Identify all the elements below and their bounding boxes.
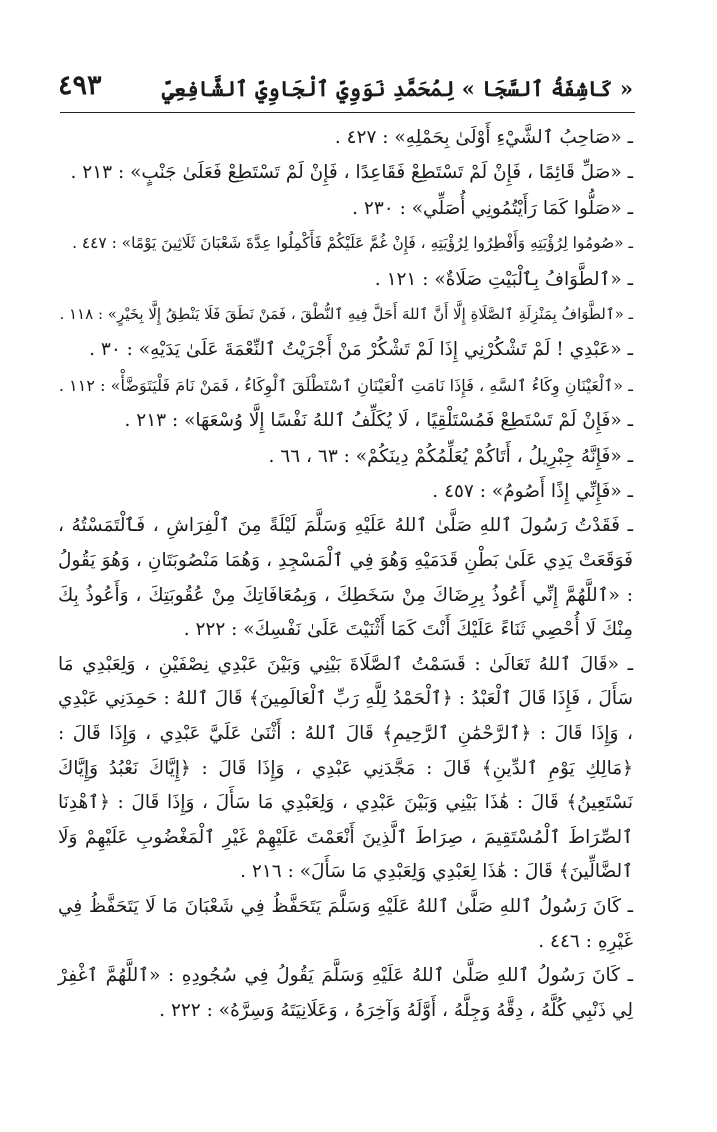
page-header — [58, 70, 633, 110]
index-entry: ـ «صَلُّوا كَمَا رَأَيْتُمُونِي أُصَلِّي» : ٢٣٠ . — [352, 197, 633, 219]
index-entry-long: ـ كَانَ رَسُولُ ٱللهِ صَلَّىٰ ٱللهُ عَلَيْهِ وَسَلَّمَ يَقُولُ فِي سُجُودِهِ : «ٱللَّهُمَّ ٱغْفِرْ لِي ذَنْبِي كُلَّهُ ، دِقَّهُ وَجِلَّهُ ، أَوَّلَهُ وَآخِرَهُ ، وَعَلَانِيَتَهُ وَسِرَّهُ» : ٢٢٢ . — [58, 965, 633, 1021]
index-entry: ـ «ٱلطَّوَافُ بِمَنْزِلَةِ ٱلصَّلَاةِ إِلَّا أَنَّ ٱللهَ أَحَلَّ فِيهِ ٱلنُّطْقَ ، فَمَنْ نَطَقَ فَلَا يَنْطِقُ إِلَّا بِخَيْرٍ» : ١١٨ . — [59, 305, 633, 324]
index-entry-long: ـ «قَالَ ٱللهُ تَعَالَىٰ : قَسَمْتُ ٱلصَّلَاةَ بَيْنِي وَبَيْنَ عَبْدِي نِصْفَيْنِ ، وَلِعَبْدِي مَا سَأَلَ ، فَإِذَا قَالَ ٱلْعَبْدُ : ﴿ٱلْحَمْدُ لِلَّهِ رَبِّ ٱلْعَالَمِينَ﴾ قَالَ ٱللهُ : حَمِدَنِي عَبْدِي ، وَإِذَا قَالَ : ﴿ٱلرَّحْمَٰنِ ٱلرَّحِيمِ﴾ قَالَ ٱللهُ : أَثْنَىٰ عَلَيَّ عَبْدِي ، وَإِذَا قَالَ : ﴿مَالِكِ يَوْمِ ٱلدِّينِ﴾ قَالَ : مَجَّدَنِي عَبْدِي ، وَإِذَا قَالَ : ﴿إِيَّاكَ نَعْبُدُ وَإِيَّاكَ نَسْتَعِينُ﴾ قَالَ : هَٰذَا بَيْنِي وَبَيْنَ عَبْدِي ، وَلِعَبْدِي مَا سَأَلَ ، وَإِذَا قَالَ : ﴿ٱهْدِنَا ٱلصِّرَاطَ ٱلْمُسْتَقِيمَ ، صِرَاطَ ٱلَّذِينَ أَنْعَمْتَ عَلَيْهِمْ غَيْرِ ٱلْمَغْضُوبِ عَلَيْهِمْ وَلَا ٱلضَّالِّينَ﴾ قَالَ : هَٰذَا لِعَبْدِي وَلِعَبْدِي مَا سَأَلَ» : ٢١٦ . — [58, 653, 633, 883]
index-entry: ـ «فَإِنْ لَمْ تَسْتَطِعْ فَمُسْتَلْقِيًا ، لَا يُكَلِّفُ ٱللهُ نَفْسًا إِلَّا وُسْعَهَا» : ٢١٣ . — [124, 410, 633, 432]
page-number: ٤٩٣ — [58, 70, 102, 101]
index-entry: ـ «ٱلْعَيْنَانِ وِكَاءُ ٱلسَّهِ ، فَإِذَا نَامَتِ ٱلْعَيْنَانِ ٱسْتَطْلَقَ ٱلْوِكَاءُ ، فَمَنْ نَامَ فَلْيَتَوَضَّأْ» : ١١٢ . — [58, 375, 633, 395]
index-entry-long: ـ كَانَ رَسُولُ ٱللهِ صَلَّىٰ ٱللهُ عَلَيْهِ وَسَلَّمَ يَتَحَفَّظُ فِي شَعْبَانَ مَا لَا يَتَحَفَّظُ فِي غَيْرِهِ : ٤٤٦ . — [58, 896, 633, 952]
index-entry: ـ «فَإِنَّهُ جِبْرِيلُ ، أَتَاكُمْ يُعَلِّمُكُمْ دِينَكُمْ» : ٦٣ ، ٦٦ . — [268, 445, 633, 467]
index-entry: ـ «ٱلطَّوَافُ بِٱلْبَيْتِ صَلَاةٌ» : ١٢١ . — [374, 268, 633, 290]
index-entry: ـ «صَلِّ قَائِمًا ، فَإِنْ لَمْ تَسْتَطِعْ فَقَاعِدًا ، فَإِنْ لَمْ تَسْتَطِعْ فَعَلَىٰ جَنْبٍ» : ٢١٣ . — [70, 162, 633, 184]
index-entry: ـ «صُومُوا لِرُؤْيَتِهِ وَأَفْطِرُوا لِرُؤْيَتِهِ ، فَإِنْ غُمَّ عَلَيْكُمْ فَأَكْمِلُوا عِدَّةَ شَعْبَانَ ثَلَاثِينَ يَوْمًا» : ٤٤٧ . — [72, 234, 633, 253]
index-entry: ـ «فَإِنِّي إِذًا أَصُومُ» : ٤٥٧ . — [432, 481, 633, 503]
index-entry: ـ «عَبْدِي ! لَمْ تَشْكُرْنِي إِذَا لَمْ تَشْكُرْ مَنْ أَجْرَيْتُ ٱلنِّعْمَةَ عَلَىٰ يَدَيْهِ» : ٣٠ . — [89, 339, 633, 361]
index-entry-long: ـ فَقَدْتُ رَسُولَ ٱللهِ صَلَّىٰ ٱللهُ عَلَيْهِ وَسَلَّمَ لَيْلَةً مِنَ ٱلْفِرَاشِ ، فَٱلْتَمَسْتُهُ ، فَوَقَعَتْ يَدِي عَلَىٰ بَطْنِ قَدَمَيْهِ وَهُوَ فِي ٱلْمَسْجِدِ ، وَهُمَا مَنْصُوبَتَانِ ، وَهُوَ يَقُولُ : «ٱللَّهُمَّ إِنِّي أَعُوذُ بِرِضَاكَ مِنْ سَخَطِكَ ، وَبِمُعَافَاتِكَ مِنْ عُقُوبَتِكَ ، وَأَعُوذُ بِكَ مِنْكَ لَا أُحْصِي ثَنَاءً عَلَيْكَ أَنْتَ كَمَا أَثْنَيْتَ عَلَىٰ نَفْسِكَ» : ٢٢٢ . — [58, 515, 633, 641]
header-divider — [60, 112, 635, 113]
running-title: « كَاشِفَةُ ٱلسَّجَا » لِمُحَمَّدِ نَوَوِيِّ ٱلْجَاوِيِّ ٱلشَّافِعِيِّ — [161, 76, 633, 101]
hadith-index-list — [58, 120, 633, 1028]
index-entry: ـ «صَاحِبُ ٱلشَّيْءِ أَوْلَىٰ بِحَمْلِهِ» : ٤٢٧ . — [334, 127, 633, 148]
